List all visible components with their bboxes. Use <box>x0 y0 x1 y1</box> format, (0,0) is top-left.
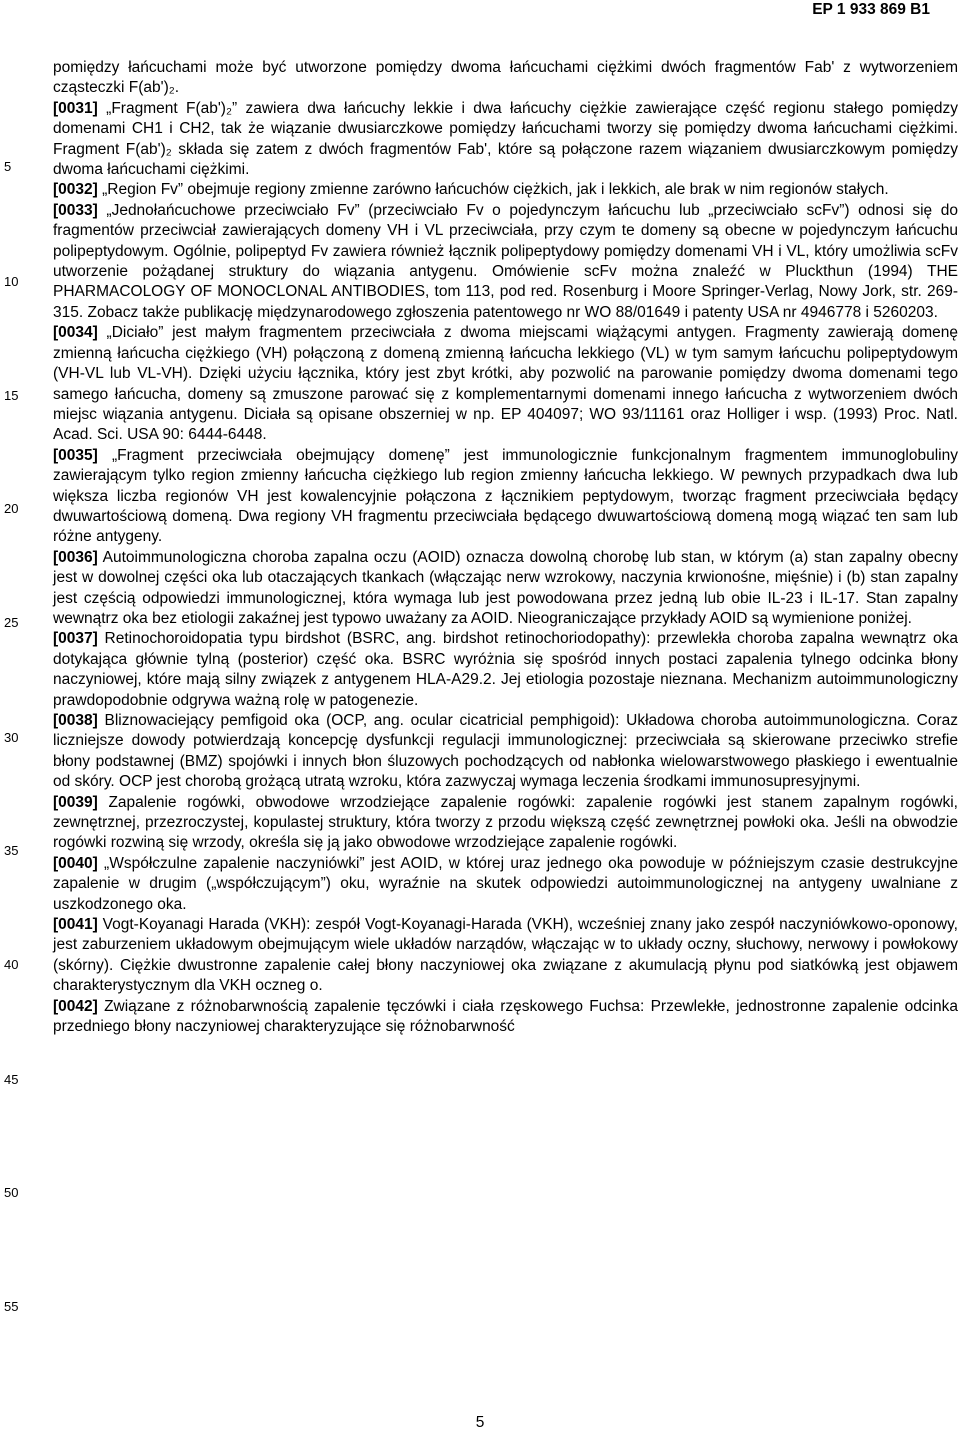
line-number: 10 <box>4 274 19 289</box>
paragraph-text: „Jednołańcuchowe przeciwciało Fv” (przeciwciało Fv o pojedynczym łańcuchu lub „przeciwciało scFv”) odnosi się do fragmentów przeciwciał zawierających domeny VH i VL przeciwciała, przy czym te domeny są obecne w pojedynczym łańcuchu polipeptydowym. Ogólnie, polipeptyd Fv zawiera również łącznik polipeptydowy pomiędzy domenami VH i VL, który umożliwia scFv utworzenie pożądanej struktury do wiązania antygenu. Omówienie scFv można znaleźć w Pluckthun (1994) THE PHARMACOLOGY OF MONOCLONAL ANTIBODIES, tom 113, pod red. Rosenburg i Moore Springer-Verlag, Nowy Jork, str. 269-315. Zobacz także publikację międzynarodowego zgłoszenia patentowego nr WO 88/01649 i patenty USA nr 4946778 i 5260203. <box>53 201 958 321</box>
paragraph-0041 <box>53 915 958 997</box>
paragraph-0034 <box>53 323 958 445</box>
paragraph-number: [0032] <box>53 181 98 199</box>
paragraph-text: Związane z różnobarwnością zapalenie tęczówki i ciała rzęskowego Fuchsa: Przewlekłe, jednostronne zapalenie odcinka przedniego błony naczyniowej charakteryzujące się różnobarwność <box>53 997 958 1036</box>
paragraph-text: Zapalenie rogówki, obwodowe wrzodziejące zapalenie rogówki: zapalenie rogówki jest stanem zapalnym rogówki, zewnętrznej, przezroczystej, kopulastej struktury, która tworzy z przodu większą część zewnętrznej powłoki oka. Jeśli na obwodzie rogówki rozwiną się wrzody, określa się ją jako obwodowe wrzodziejące zapalenie rogówki. <box>53 793 958 852</box>
paragraph-text: „Fragment F(ab')₂” zawiera dwa łańcuchy lekkie i dwa łańcuchy ciężkie zawierające część regionu stałego pomiędzy domenami CH1 i CH2, tak że wiązanie dwusiarczkowe pomiędzy łańcuchami tworzy się pomiędzy dwoma łańcuchami ciężkimi. Fragment F(ab')₂ składa się zatem z dwóch fragmentów Fab', które są połączone razem wiązaniem dwusiarczkowym pomiędzy dwoma łańcuchami ciężkimi. <box>53 99 958 179</box>
line-number: 45 <box>4 1072 19 1087</box>
paragraph-0 <box>53 58 958 99</box>
paragraph-0032 <box>53 180 958 200</box>
paragraph-0035 <box>53 446 958 548</box>
page-number: 5 <box>475 1414 485 1431</box>
paragraph-number: [0033] <box>53 201 98 219</box>
paragraph-text: Autoimmunologiczna choroba zapalna oczu (AOID) oznacza dowolną chorobę lub stan, w którym (a) stan zapalny obecny jest w dowolnej części oka lub otaczających tkankach (włączając nerw wzrokowy, naczynia krwionośne, mięśnie) i (b) stan zapalny jest częścią odpowiedzi immunologicznej, która wymaga lub jest powodowana przez jedną lub obie IL-23 i IL-17. Stan zapalny wewnątrz oka bez etiologii zakaźnej jest typowo uważany za AOID. Nieograniczające przykłady AOID są wymienione poniżej. <box>53 548 959 627</box>
paragraph-number: [0038] <box>53 712 98 729</box>
paragraph-text: Bliznowaciejący pemfigoid oka (OCP, ang. ocular cicatricial pemphigoid): Układowa choroba autoimmunologiczna. Coraz liczniejsze dowody potwierdzają koncepcję dysfunkcji regulacji immunologicznej: przeciwciała są skierowane przeciwko strefie błony podstawnej (BMZ) spojówki i innych błon śluzowych pochodzących od nabłonka wielowarstwowego płaskiego i ewentualnie od skóry. OCP jest chorobą grożącą utratą wzroku, która zazwyczaj wymaga leczenia środkami immunosupresyjnymi. <box>53 712 959 791</box>
paragraph-0042 <box>53 997 958 1038</box>
paragraph-text: „Współczulne zapalenie naczyniówki” jest AOID, w której uraz jednego oka powoduje w późniejszym czasie destrukcyjne zapalenie w drugim („współczującym”) oku, wyraźnie na skutek odpowiedzi autoimmunologicznej na antygeny uwalniane z uszkodzonego oka. <box>53 854 958 913</box>
line-number: 30 <box>4 730 19 745</box>
paragraph-text: „Region Fv” obejmuje regiony zmienne zarówno łańcuchów ciężkich, jak i lekkich, ale brak w nim regionów stałych. <box>102 181 889 199</box>
paragraph-text: pomiędzy łańcuchami może być utworzone pomiędzy dwoma łańcuchami ciężkimi dwóch fragmentów Fab' z wytworzeniem cząsteczki F(ab')₂. <box>53 59 958 97</box>
line-number: 40 <box>4 957 19 972</box>
paragraph-text: „Fragment przeciwciała obejmujący domenę” jest immunologicznie funkcjonalnym fragmentem immunoglobuliny zawierającym tylko region zmienny łańcucha ciężkiego lub region zmienny łańcucha lekkiego. W pewnych przypadkach dwa lub większa liczba regionów VH jest kowalencyjnie połączona z łącznikiem peptydowym, tworząc fragment przeciwciała będący dwuwartościową domeną. Dwa regiony VH fragmentu przeciwciała będącego dwuwartościową domeną mogą wiązać ten sam lub różne antygeny. <box>53 446 958 546</box>
paragraph-0036 <box>53 548 958 630</box>
paragraph-number: [0042] <box>53 997 98 1015</box>
paragraph-0033 <box>53 201 958 323</box>
line-number: 15 <box>4 388 19 403</box>
paragraph-text: Vogt-Koyanagi Harada (VKH): zespół Vogt-Koyanagi-Harada (VKH), wcześniej znany jako zespół naczyniówkowo-oponowy, jest zaburzeniem układowym obejmującym wiele układów narządów, włączając w to układy oczny, słuchowy, nerwowy i powłokowy (skórny). Ciężkie dwustronne zapalenie całej błony naczyniowej oka związane z akumulacją płynu pod siatkówką jest objawem charakterystycznym dla VKH oczneg o. <box>53 916 958 995</box>
paragraph-number: [0037] <box>53 630 98 648</box>
paragraph-0037 <box>53 629 958 711</box>
paragraph-number: [0040] <box>53 854 98 872</box>
paragraph-0031 <box>53 99 958 181</box>
paragraph-number: [0041] <box>53 916 98 934</box>
paragraph-number: [0036] <box>53 548 98 566</box>
line-number: 5 <box>4 159 12 174</box>
line-number: 35 <box>4 843 19 858</box>
line-number: 20 <box>4 501 19 516</box>
line-number: 25 <box>4 615 19 630</box>
paragraph-text: „Diciało” jest małym fragmentem przeciwciała z dwoma miejscami wiążącymi antygen. Fragmenty zawierają domenę zmienną łańcucha ciężkiego (VH) połączoną z domeną zmienną łańcucha lekkiego (VL) w tym samym łańcuchu polipeptydowym (VH-VL lub VL-VH). Dzięki użyciu łącznika, który jest zbyt krótki, aby pozwolić na parowanie pomiędzy dwoma domenami tego samego łańcucha, domeny są zmuszone parować się z komplementarnymi domenami innego łańcucha z wytworzeniem dwóch miejsc wiązania antygenu. Diciała są opisane obszerniej w np. EP 404097; WO 93/11161 oraz Holliger i wsp. (1993) Proc. Natl. Acad. Sci. USA 90: 6444-6448. <box>53 324 958 444</box>
paragraph-0040 <box>53 854 958 915</box>
document-header: EP 1 933 869 B1 <box>812 1 930 18</box>
document-body <box>53 58 958 1038</box>
line-number: 55 <box>4 1299 19 1314</box>
paragraph-number: [0034] <box>53 324 98 342</box>
paragraph-text: Retinochoroidopatia typu birdshot (BSRC, ang. birdshot retinochoriodopathy): przewlekła choroba zapalna wewnątrz oka dotykająca głównie tylną (posterior) część oka. BSRC wyróżnia się spośród innych postaci zapalenia tylnego odcinka błony naczyniowej, które mają silny związek z antygenem HLA-A29.2. Jej etiologia pozostaje nieznana. Mechanizm autoimmunologiczny prawdopodobnie odgrywa ważną rolę w patogenezie. <box>53 630 958 709</box>
paragraph-number: [0035] <box>53 446 98 464</box>
line-number: 50 <box>4 1185 19 1200</box>
paragraph-number: [0031] <box>53 99 98 117</box>
paragraph-0039 <box>53 793 958 854</box>
paragraph-0038 <box>53 711 958 793</box>
paragraph-number: [0039] <box>53 793 98 811</box>
